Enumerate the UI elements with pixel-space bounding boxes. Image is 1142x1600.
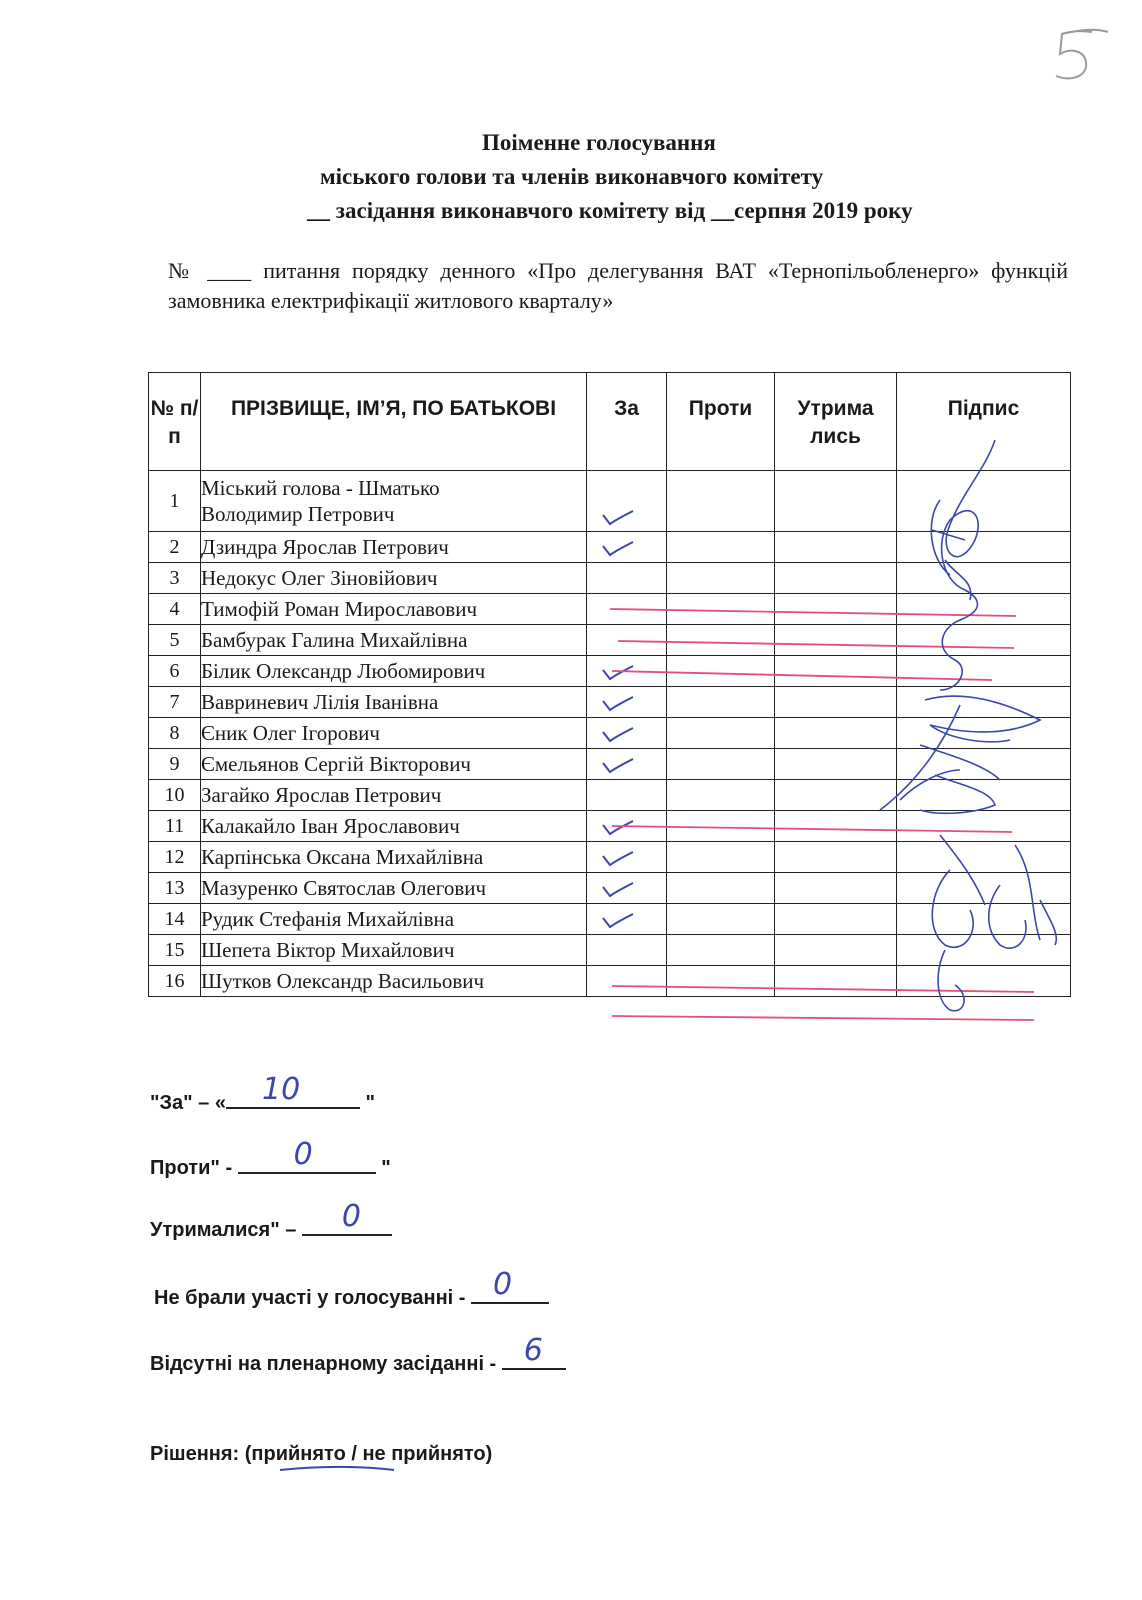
summary-abstain [150,1199,392,1242]
check-mark-icon [601,757,635,775]
col-header-num: № п/п [149,373,201,471]
doc-title: Поіменне голосування [482,130,716,155]
agenda-item: № ____ питання порядку денного «Про делегування ВАТ «Тернопільобленерго» функцій замовника електрифікації житлового кварталу» [168,258,1068,313]
vote-for-cell [587,718,667,749]
row-number: 3 [149,563,201,594]
vote-for-cell [587,811,667,842]
vote-abstain-cell [775,780,897,811]
row-number: 11 [149,811,201,842]
col-header-for: За [587,373,667,471]
row-number: 4 [149,594,201,625]
vote-for-cell [587,749,667,780]
summary-absent-label: Відсутні на пленарному засіданні - [150,1353,502,1375]
summary-absent-blank [502,1333,566,1370]
row-number: 8 [149,718,201,749]
signature-cell [897,873,1071,904]
row-number: 14 [149,904,201,935]
vote-against-cell [667,563,775,594]
vote-against-cell [667,471,775,532]
check-mark-icon [601,695,635,713]
check-mark-icon [601,881,635,899]
row-number: 9 [149,749,201,780]
col-header-against: Проти [667,373,775,471]
vote-abstain-cell [775,563,897,594]
vote-against-cell [667,532,775,563]
signature-cell [897,966,1071,997]
signature-cell [897,656,1071,687]
vote-for-cell [587,625,667,656]
member-name: Рудик Стефанія Михайлівна [201,904,587,935]
row-number: 15 [149,935,201,966]
vote-for-cell [587,780,667,811]
summary-not-voting-blank [471,1267,549,1304]
summary-absent [150,1333,566,1376]
summary-abstain-label: Утрималися" – [150,1219,302,1241]
member-name: Бамбурак Галина Михайлівна [201,625,587,656]
vote-for-cell [587,842,667,873]
check-mark-icon [601,509,635,527]
summary-for-label: "За" – « [150,1092,226,1114]
meeting-line: __ засідання виконавчого комітету від __серпня 2019 року [307,198,913,223]
check-mark-icon [601,726,635,744]
summary-for-end: " [359,1092,376,1114]
table-row [149,749,1071,780]
vote-for-cell [587,687,667,718]
vote-against-cell [667,811,775,842]
table-row [149,873,1071,904]
table-row [149,532,1071,563]
check-mark-icon [601,664,635,682]
vote-for-cell [587,904,667,935]
table-row [149,966,1071,997]
table-row [149,780,1071,811]
vote-abstain-cell [775,625,897,656]
member-name: Калакайло Іван Ярославович [201,811,587,842]
vote-abstain-cell [775,842,897,873]
summary-abstain-value: 0 [341,1199,362,1234]
table-row [149,471,1071,532]
summary-against-blank [238,1137,376,1174]
table-row [149,594,1071,625]
signature-cell [897,471,1071,532]
vote-abstain-cell [775,656,897,687]
signature-cell [897,904,1071,935]
signature-cell [897,594,1071,625]
member-name: Єник Олег Ігорович [201,718,587,749]
vote-abstain-cell [775,687,897,718]
summary-not-voting [154,1267,549,1310]
table-row [149,687,1071,718]
vote-for-cell [587,935,667,966]
member-name: Тимофій Роман Мирославович [201,594,587,625]
member-name: Карпінська Оксана Михайлівна [201,842,587,873]
summary-for-value: 10 [261,1072,301,1107]
col-header-abstain: Утрима лись [775,373,897,471]
decision-rejected: не прийнято [362,1443,486,1465]
member-name: Шепета Віктор Михайлович [201,935,587,966]
summary-against-value: 0 [293,1137,313,1172]
vote-for-cell [587,656,667,687]
vote-against-cell [667,687,775,718]
vote-abstain-cell [775,811,897,842]
doc-subtitle: міського голови та членів виконавчого комітету [320,164,824,189]
signature-cell [897,780,1071,811]
summary-against-end: " [375,1157,391,1179]
member-name-line2: Володимир Петрович [201,502,395,526]
summary-decision [150,1443,492,1466]
vote-for-cell [587,966,667,997]
row-number: 1 [149,471,201,532]
vote-against-cell [667,594,775,625]
vote-abstain-cell [775,904,897,935]
row-number: 7 [149,687,201,718]
vote-for-cell [587,532,667,563]
decision-end: ) [485,1443,493,1465]
vote-against-cell [667,780,775,811]
vote-for-cell [587,471,667,532]
row-number: 16 [149,966,201,997]
table-row [149,563,1071,594]
summary-not-voting-label: Не брали участі у голосуванні - [154,1287,472,1309]
voting-table [148,372,1071,997]
page-number-handwritten [1048,24,1118,94]
summary-for [150,1072,376,1115]
vote-for-cell [587,594,667,625]
row-number: 13 [149,873,201,904]
member-name: Дзиндра Ярослав Петрович [201,532,587,563]
summary-against-label: Проти" - [150,1157,238,1179]
vote-abstain-cell [775,935,897,966]
member-name-line1: Міський голова - Шматько [201,476,440,500]
member-name: Мазуренко Святослав Олегович [201,873,587,904]
vote-abstain-cell [775,471,897,532]
vote-abstain-cell [775,966,897,997]
vote-against-cell [667,904,775,935]
check-mark-icon [601,850,635,868]
table-header-row [149,373,1071,471]
row-number: 6 [149,656,201,687]
decision-underline-mark [280,1467,394,1470]
signature-cell [897,718,1071,749]
absent-strike-line [612,1016,1034,1020]
decision-label: Рішення: ( [150,1443,252,1465]
decision-sep: / [345,1443,363,1465]
table-row [149,656,1071,687]
table-row [149,811,1071,842]
vote-against-cell [667,935,775,966]
member-name [201,471,587,532]
signature-cell [897,749,1071,780]
signature-cell [897,811,1071,842]
check-mark-icon [601,819,635,837]
vote-abstain-cell [775,873,897,904]
vote-against-cell [667,749,775,780]
member-name: Недокус Олег Зіновійович [201,563,587,594]
signature-cell [897,563,1071,594]
row-number: 10 [149,780,201,811]
vote-abstain-cell [775,532,897,563]
signature-cell [897,687,1071,718]
col-header-signature: Підпис [897,373,1071,471]
table-row [149,904,1071,935]
signature-cell [897,935,1071,966]
table-row [149,718,1071,749]
vote-against-cell [667,656,775,687]
vote-against-cell [667,842,775,873]
signature-cell [897,625,1071,656]
table-row [149,842,1071,873]
vote-against-cell [667,966,775,997]
row-number: 12 [149,842,201,873]
vote-for-cell [587,873,667,904]
member-name: Вавриневич Лілія Іванівна [201,687,587,718]
table-row [149,625,1071,656]
signature-cell [897,532,1071,563]
summary-absent-value: 6 [523,1333,543,1368]
summary-not-voting-value: 0 [493,1267,513,1302]
signature-cell [897,842,1071,873]
check-mark-icon [601,540,635,558]
member-name: Ємельянов Сергій Вікторович [201,749,587,780]
vote-for-cell [587,563,667,594]
vote-abstain-cell [775,594,897,625]
summary-abstain-blank [302,1199,392,1236]
row-number: 5 [149,625,201,656]
check-mark-icon [601,912,635,930]
member-name: Шутков Олександр Васильович [201,966,587,997]
row-number: 2 [149,532,201,563]
member-name: Білик Олександр Любомирович [201,656,587,687]
table-row [149,935,1071,966]
decision-accepted: прийнято [251,1443,346,1465]
vote-abstain-cell [775,718,897,749]
member-name: Загайко Ярослав Петрович [201,780,587,811]
vote-against-cell [667,873,775,904]
vote-abstain-cell [775,749,897,780]
vote-against-cell [667,718,775,749]
col-header-name: ПРІЗВИЩЕ, ІМ’Я, ПО БАТЬКОВІ [201,373,587,471]
summary-for-blank [226,1072,360,1109]
summary-against [150,1137,391,1180]
vote-against-cell [667,625,775,656]
